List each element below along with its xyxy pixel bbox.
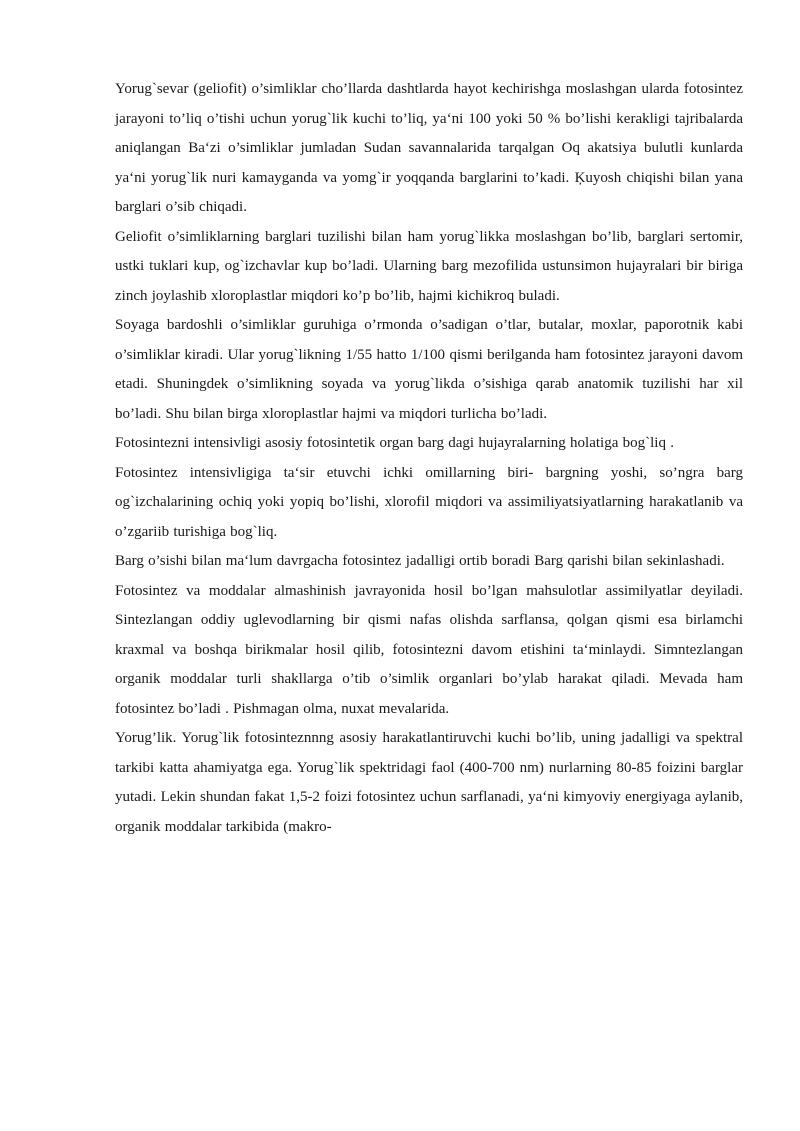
paragraph-photosynthesis-intensity: Fotosintezni intensivligi asosiy fotosintetik organ barg dagi hujayralarning holatiga bog`liq . <box>115 435 674 451</box>
document-page <box>115 75 743 842</box>
paragraph-assimilates: Fotosintez va moddalar almashinish javrayonida hosil bo’lgan mahsulotlar assimilyatlar deyiladi. Sintezlangan oddiy uglevodlarning bir qismi nafas olishda sarflansa, qolgan qismi esa birlamchi kraxmal va boshqa birikmalar hosil qilib, fotosintezni davom etishini ta‘minlaydi. Simntezlangan organik moddalar turli shakllarga o’tib o’simlik organlari bo’ylab harakat qiladi. Mevada ham fotosintez bo’ladi . Pishmagan olma, nuxat mevalarida. <box>115 582 743 717</box>
paragraph-internal-factors: Fotosintez intensivligiga ta‘sir etuvchi ichki omillarning biri- bargning yoshi, so’ngra barg og`izchalarining ochiq yoki yopiq bo’lishi, xlorofil miqdori va assimiliyatsiyatlarning harakatlanib va o’zgariib turishiga bog`liq. <box>115 464 743 540</box>
paragraph-light: Yorug’lik. Yorug`lik fotosinteznnng asosiy harakatlantiruvchi kuchi bo’lib, uning jadalligi va spektral tarkibi katta ahamiyatga ega. Yorug`lik spektridagi faol (400-700 nm) nurlarning 80-85 foizini barglar yutadi. Lekin shundan fakat 1,5-2 foizi fotosintez uchun sarflanadi, ya‘ni kimyoviy energiyaga aylanib, organik moddalar tarkibida (makro- <box>115 730 743 835</box>
paragraph-heliophyte-leaves: Geliofit o’simliklarning barglari tuzilishi bilan ham yorug`likka moslashgan bo’lib, barglari sertomir, ustki tuklari kup, og`izchavlar kup bo’ladi. Ularning barg mezofilida ustunsimon hujayralari bir biriga zinch joylashib xloroplastlar miqdori ko’p bo’lib, hajmi kichikroq buladi. <box>115 228 743 304</box>
paragraph-leaf-growth: Barg o’sishi bilan ma‘lum davrgacha fotosintez jadalligi ortib boradi Barg qarishi bilan sekinlashadi. <box>115 553 725 569</box>
paragraph-shade-tolerant-plants: Soyaga bardoshli o’simliklar guruhiga o’rmonda o’sadigan o’tlar, butalar, moxlar, paporotnik kabi o’simliklar kiradi. Ular yorug`likning 1/55 hatto 1/100 qismi berilganda ham fotosintez jarayoni davom etadi. Shuningdek o’simlikning soyada va yorug`likda o’sishiga qarab anatomik tuzilishi har xil bo’ladi. Shu bilan birga xloroplastlar hajmi va miqdori turlicha bo’ladi. <box>115 317 743 422</box>
paragraph-heliophyte-plants: Yorug`sevar (geliofit) o’simliklar cho’llarda dashtlarda hayot kechirishga moslashgan ularda fotosintez jarayoni to’liq o’tishi uchun yorug`lik kuchi to’liq, ya‘ni 100 yoki 50 % bo’lishi kerakligi tajribalarda aniqlangan Ba‘zi o’simliklar jumladan Sudan savannalarida tarqalgan Oq akatsiya bulutli kunlarda ya‘ni yorug`lik nuri kamayganda va yomg`ir yoqqanda barglarini to’kadi. Ķuyosh chiqishi bilan yana barglari o’sib chiqadi. <box>115 81 743 215</box>
